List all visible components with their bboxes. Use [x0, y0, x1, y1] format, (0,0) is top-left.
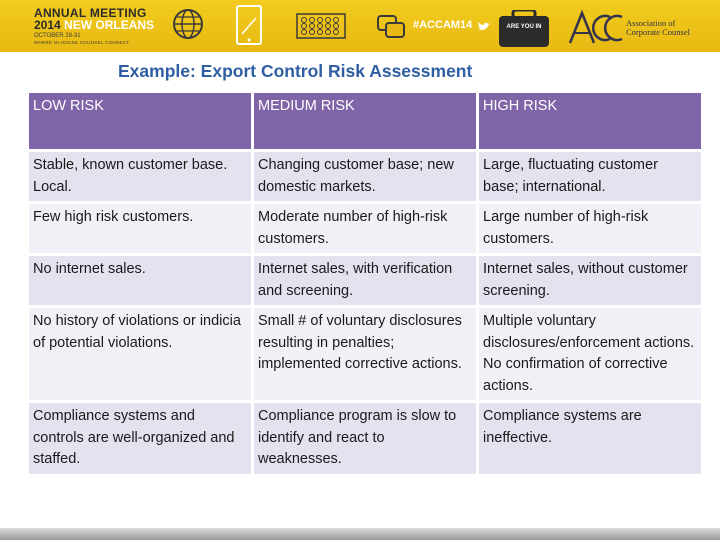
bag-icon: [497, 10, 551, 48]
table-cell: Compliance program is slow to identify and react to weaknesses.: [254, 403, 476, 474]
table-cell: Internet sales, without customer screening.: [479, 256, 701, 305]
table-cell: Few high risk customers.: [29, 204, 251, 253]
chat-icon: [376, 14, 406, 40]
table-cell: Compliance systems are ineffective.: [479, 403, 701, 474]
globe-icon: [172, 8, 204, 40]
header-banner: [0, 0, 720, 52]
bird-icon: [477, 20, 491, 32]
slide-bottom-edge: [0, 528, 720, 540]
risk-assessment-table: [26, 90, 704, 477]
header-medium-risk: MEDIUM RISK: [254, 93, 476, 149]
meeting-year: 2014: [34, 18, 61, 32]
meeting-title: ANNUAL MEETING: [34, 6, 147, 20]
bag-label: ARE YOU IN: [506, 24, 542, 30]
acc-org-name: [626, 19, 690, 37]
acc-org-name-line1: Association of: [626, 18, 676, 28]
table-cell: Large number of high-risk customers.: [479, 204, 701, 253]
grid-icon: [296, 13, 346, 39]
page-title: Example: Export Control Risk Assessment: [118, 61, 473, 81]
table-cell: Multiple voluntary disclosures/enforcement actions. No confirmation of corrective actions.: [479, 308, 701, 400]
table-cell: Internet sales, with verification and screening.: [254, 256, 476, 305]
event-hashtag: #ACCAM14: [413, 19, 473, 31]
header-high-risk: HIGH RISK: [479, 93, 701, 149]
meeting-year-city: [34, 19, 164, 32]
header-low-risk: LOW RISK: [29, 93, 251, 149]
table-cell: Stable, known customer base. Local.: [29, 152, 251, 201]
table-row: [29, 308, 701, 400]
table-header-row: [29, 93, 701, 149]
acc-org-name-line2: Corporate Counsel: [626, 27, 690, 37]
acc-logo: [568, 9, 718, 47]
table-cell: Moderate number of high-risk customers.: [254, 204, 476, 253]
acc-logo-mark: [568, 9, 624, 45]
annual-meeting-logo: [34, 7, 164, 47]
tablet-icon: [234, 4, 264, 46]
meeting-city: NEW ORLEANS: [64, 18, 155, 32]
table-row: [29, 256, 701, 305]
table-row: [29, 204, 701, 253]
table-cell: No history of violations or indicia of potential violations.: [29, 308, 251, 400]
meeting-dates: OCTOBER 28-31: [34, 33, 81, 39]
table-cell: Compliance systems and controls are well-organized and staffed.: [29, 403, 251, 474]
table-cell: No internet sales.: [29, 256, 251, 305]
meeting-tagline: WHERE IN-HOUSE COUNSEL CONNECT: [34, 40, 130, 45]
table-cell: Large, fluctuating customer base; international.: [479, 152, 701, 201]
table-row: [29, 152, 701, 201]
table-cell: Changing customer base; new domestic markets.: [254, 152, 476, 201]
table-cell: Small # of voluntary disclosures resulting in penalties; implemented corrective actions.: [254, 308, 476, 400]
table-row: [29, 403, 701, 474]
